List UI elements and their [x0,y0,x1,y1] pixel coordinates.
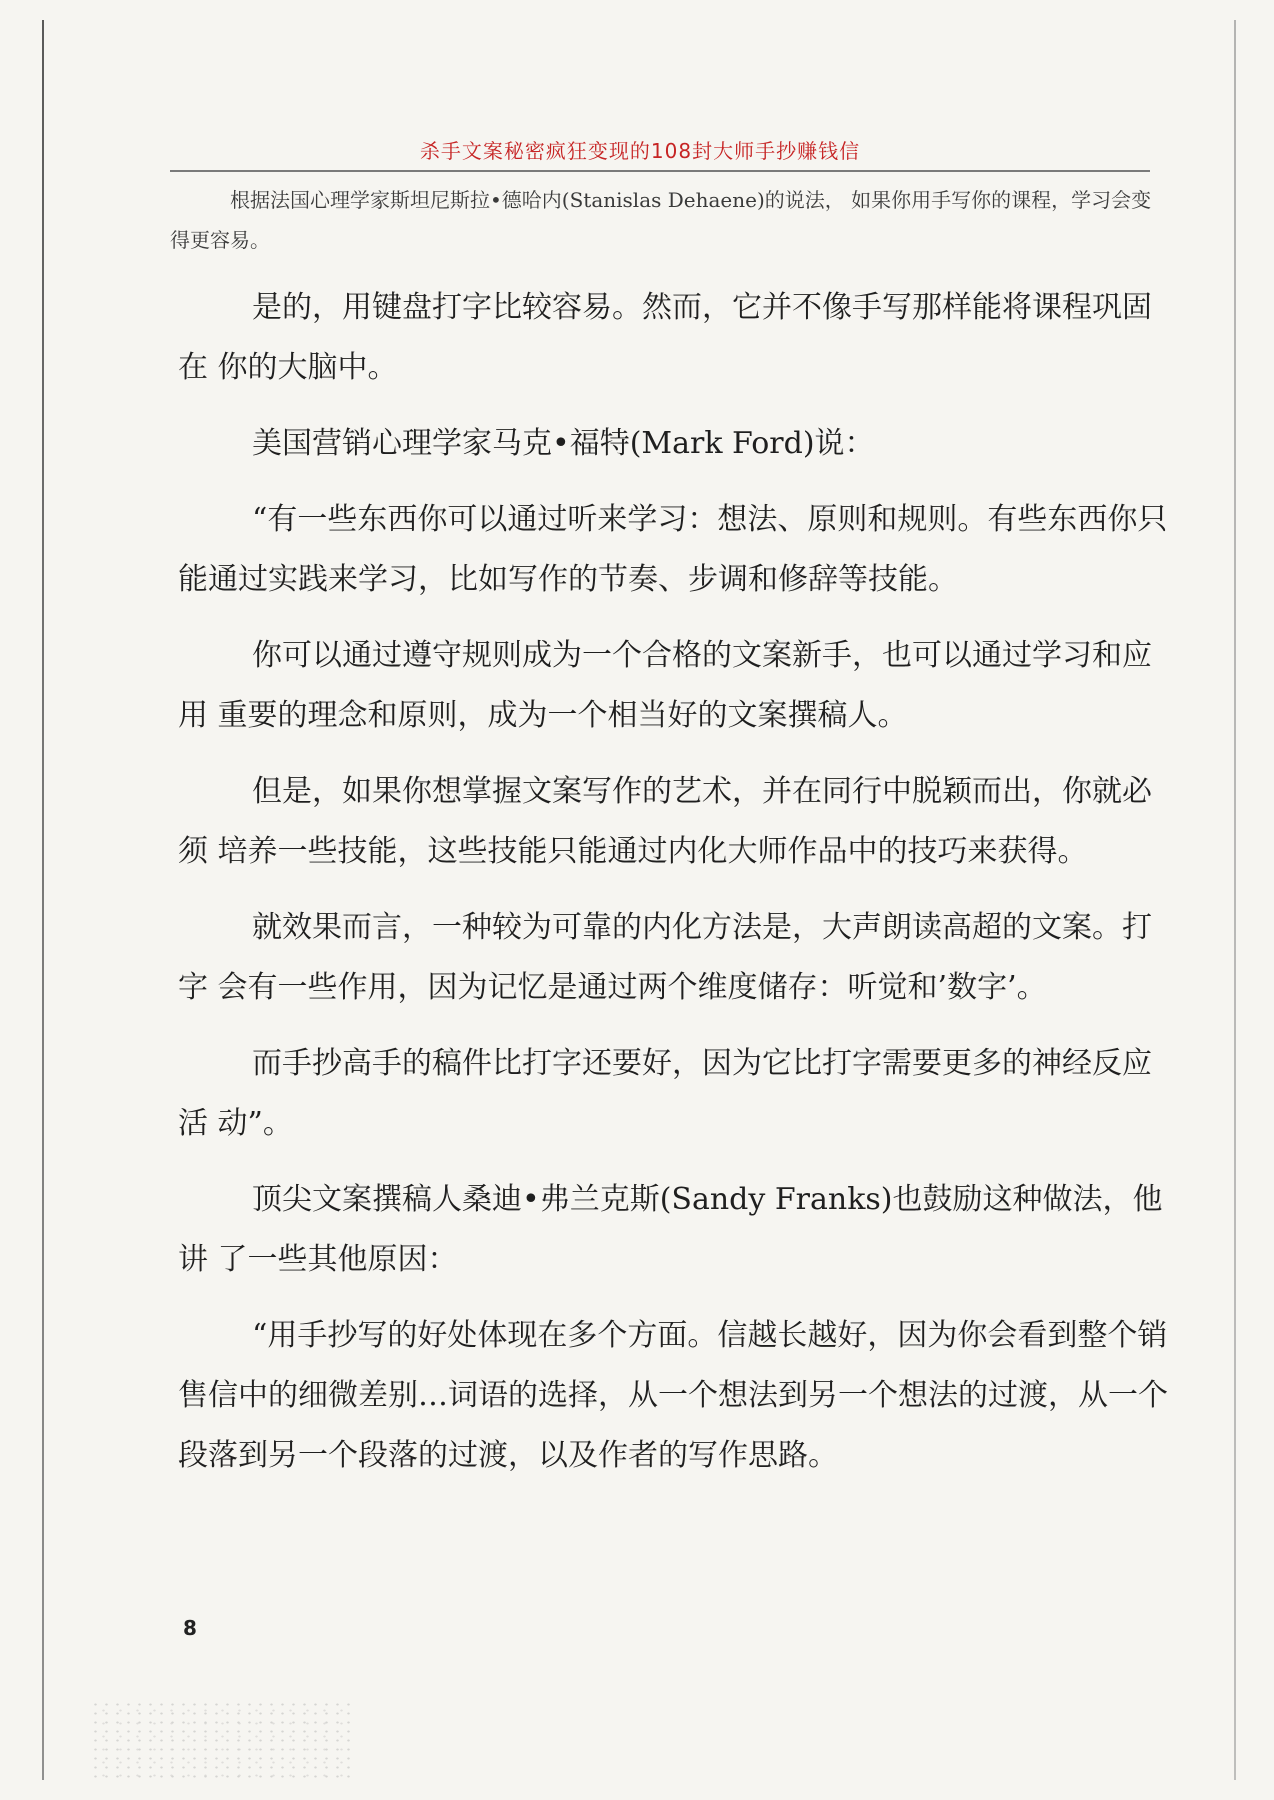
running-header: 杀手文案秘密疯狂变现的108封大师手抄赚钱信 [419,139,861,163]
header-rule [170,170,1150,172]
page-number: 8 [183,1616,197,1640]
paragraph: 是的，用键盘打字比较容易。然而，它并不像手写那样能将课程巩固在 你的大脑中。 [178,290,1152,385]
paragraph: 顶尖文案撰稿人桑迪•弗兰克斯(Sandy Franks)也鼓励这种做法，他讲 了一些其他原因： [178,1182,1163,1277]
scan-edge-right [1234,20,1236,1780]
scan-noise [90,1700,350,1780]
paragraph: “有一些东西你可以通过听来学习：想法、原则和规则。有些东西你只 能通过实践来学习，比如写作的节奏、步调和修辞等技能。 [178,502,1168,597]
paragraph: 就效果而言，一种较为可靠的内化方法是，大声朗读高超的文案。打字 会有一些作用，因为记忆是通过两个维度储存：听觉和’数字’。 [178,910,1152,1005]
paragraph: 但是，如果你想掌握文案写作的艺术，并在同行中脱颖而出，你就必须 培养一些技能，这些技能只能通过内化大师作品中的技巧来获得。 [178,774,1152,869]
paragraph: 而手抄高手的稿件比打字还要好，因为它比打字需要更多的神经反应活 动”。 [178,1046,1152,1141]
scan-edge-left [42,20,44,1780]
intro-text: 根据法国心理学家斯坦尼斯拉•德哈内(Stanislas Dehaene)的说法， 如果你用手写你的课程，学习会变得更容易。 [170,188,1152,252]
intro-paragraph [170,180,1155,260]
paragraph: 美国营销心理学家马克•福特(Mark Ford)说： [252,426,875,461]
paragraph: “用手抄写的好处体现在多个方面。信越长越好，因为你会看到整个销 售信中的细微差别…词语的选择，从一个想法到另一个想法的过渡，从一个 段落到另一个段落的过渡，以及作者的写作思路。 [178,1318,1168,1473]
paragraph: 你可以通过遵守规则成为一个合格的文案新手，也可以通过学习和应用 重要的理念和原则，成为一个相当好的文案撰稿人。 [178,638,1152,733]
body-text [178,278,1168,1502]
